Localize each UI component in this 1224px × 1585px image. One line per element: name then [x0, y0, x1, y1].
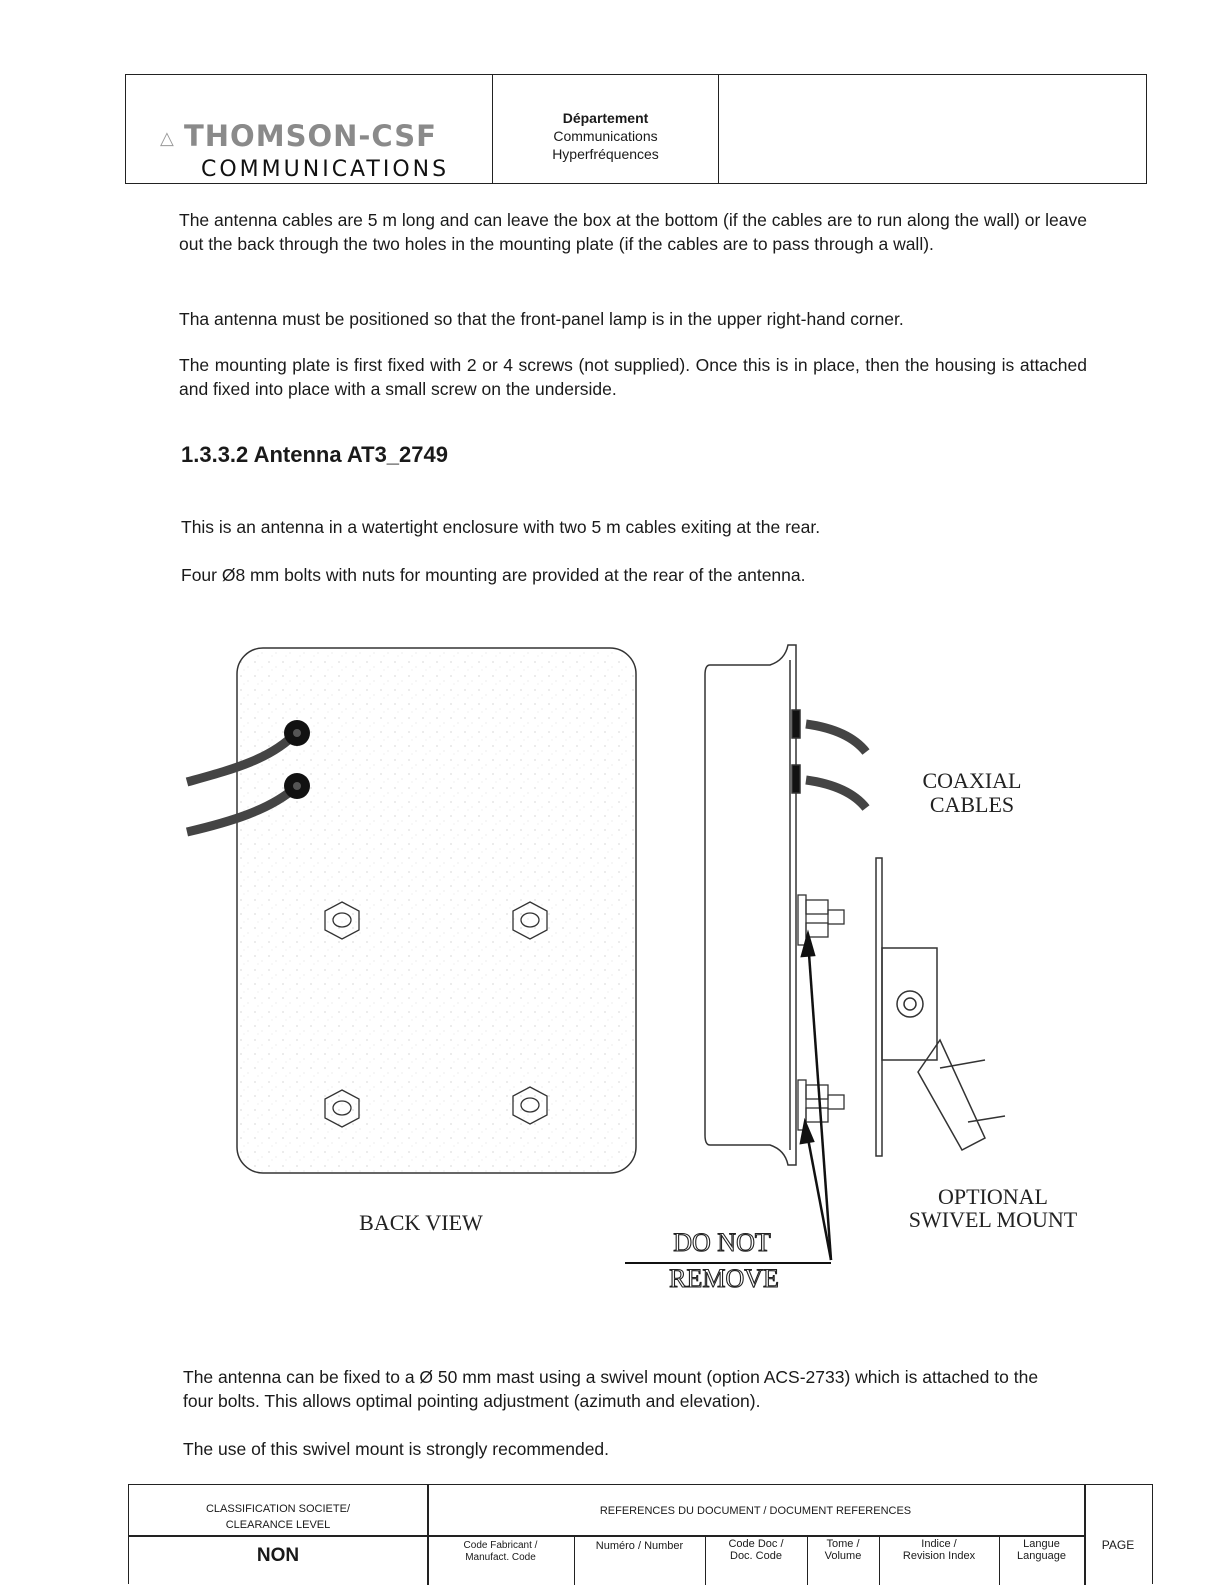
department-cell	[493, 75, 719, 183]
division-name: COMMUNICATIONS	[201, 157, 450, 182]
col-page: PAGE	[1101, 1538, 1135, 1552]
label-optional: OPTIONAL	[938, 1184, 1048, 1209]
side-view-cables	[806, 724, 866, 808]
swivel-mount	[876, 858, 1005, 1156]
col-volume: Tome / Volume	[824, 1538, 862, 1562]
side-view-bolts	[798, 895, 844, 1130]
classification-value: NON	[256, 1545, 300, 1566]
col-doc-code: Code Doc / Doc. Code	[728, 1538, 784, 1562]
paragraph-positioning: Tha antenna must be positioned so that the front-panel lamp is in the upper right-hand corner.	[179, 309, 904, 329]
antenna-figure	[0, 630, 1224, 1300]
footer-table	[128, 1484, 1153, 1584]
references-title: REFERENCES DU DOCUMENT / DOCUMENT REFERENCES	[599, 1505, 912, 1517]
label-remove: REMOVE	[669, 1264, 779, 1293]
logo-cell	[126, 75, 493, 183]
classification-label: CLASSIFICATION SOCIETE/ CLEARANCE LEVEL	[205, 1503, 351, 1531]
label-do-not: DO NOT	[673, 1228, 771, 1257]
department-line-3: Hyperfréquences	[552, 146, 659, 162]
paragraph-bolts: Four Ø8 mm bolts with nuts for mounting are provided at the rear of the antenna.	[181, 565, 806, 585]
col-manufact-code: Code Fabricant / Manufact. Code	[463, 1540, 538, 1563]
department-line-2: Communications	[553, 128, 658, 144]
label-back-view: BACK VIEW	[359, 1210, 483, 1235]
col-language: Langue Language	[1017, 1538, 1066, 1562]
header-table	[125, 74, 1147, 184]
col-revision-index: Indice / Revision Index	[902, 1538, 976, 1562]
paragraph-mounting-plate: The mounting plate is first fixed with 2 or 4 screws (not supplied). Once this is in place, then the housing is attached and fixed into place with a small screw on the underside.	[179, 355, 1087, 399]
label-swivel-mount: SWIVEL MOUNT	[908, 1207, 1078, 1232]
department-line-1: Département	[562, 110, 649, 126]
label-cables: CABLES	[929, 792, 1015, 817]
paragraph-recommended: The use of this swivel mount is strongly recommended.	[183, 1439, 610, 1459]
thomson-logo-icon: △	[160, 128, 174, 148]
section-title: 1.3.3.2 Antenna AT3_2749	[181, 442, 448, 467]
side-view-housing	[705, 645, 800, 1165]
paragraph-enclosure: This is an antenna in a watertight enclosure with two 5 m cables exiting at the rear.	[181, 517, 821, 537]
do-not-remove-arrows	[625, 934, 831, 1263]
label-coaxial: COAXIAL	[922, 768, 1022, 793]
company-name: THOMSON-CSF	[184, 119, 437, 153]
header-empty-cell	[719, 75, 1146, 183]
paragraph-mast: The antenna can be fixed to a Ø 50 mm mast using a swivel mount (option ACS-2733) which is attached to the four bolts. This allows optimal pointing adjustment (azimuth and elevation).	[183, 1367, 1039, 1411]
paragraph-cables: The antenna cables are 5 m long and can leave the box at the bottom (if the cables are to run along the wall) or leave out the back through the two holes in the mounting plate (if the cables are to pass through a wall).	[179, 210, 1087, 254]
col-number: Numéro / Number	[595, 1540, 684, 1552]
